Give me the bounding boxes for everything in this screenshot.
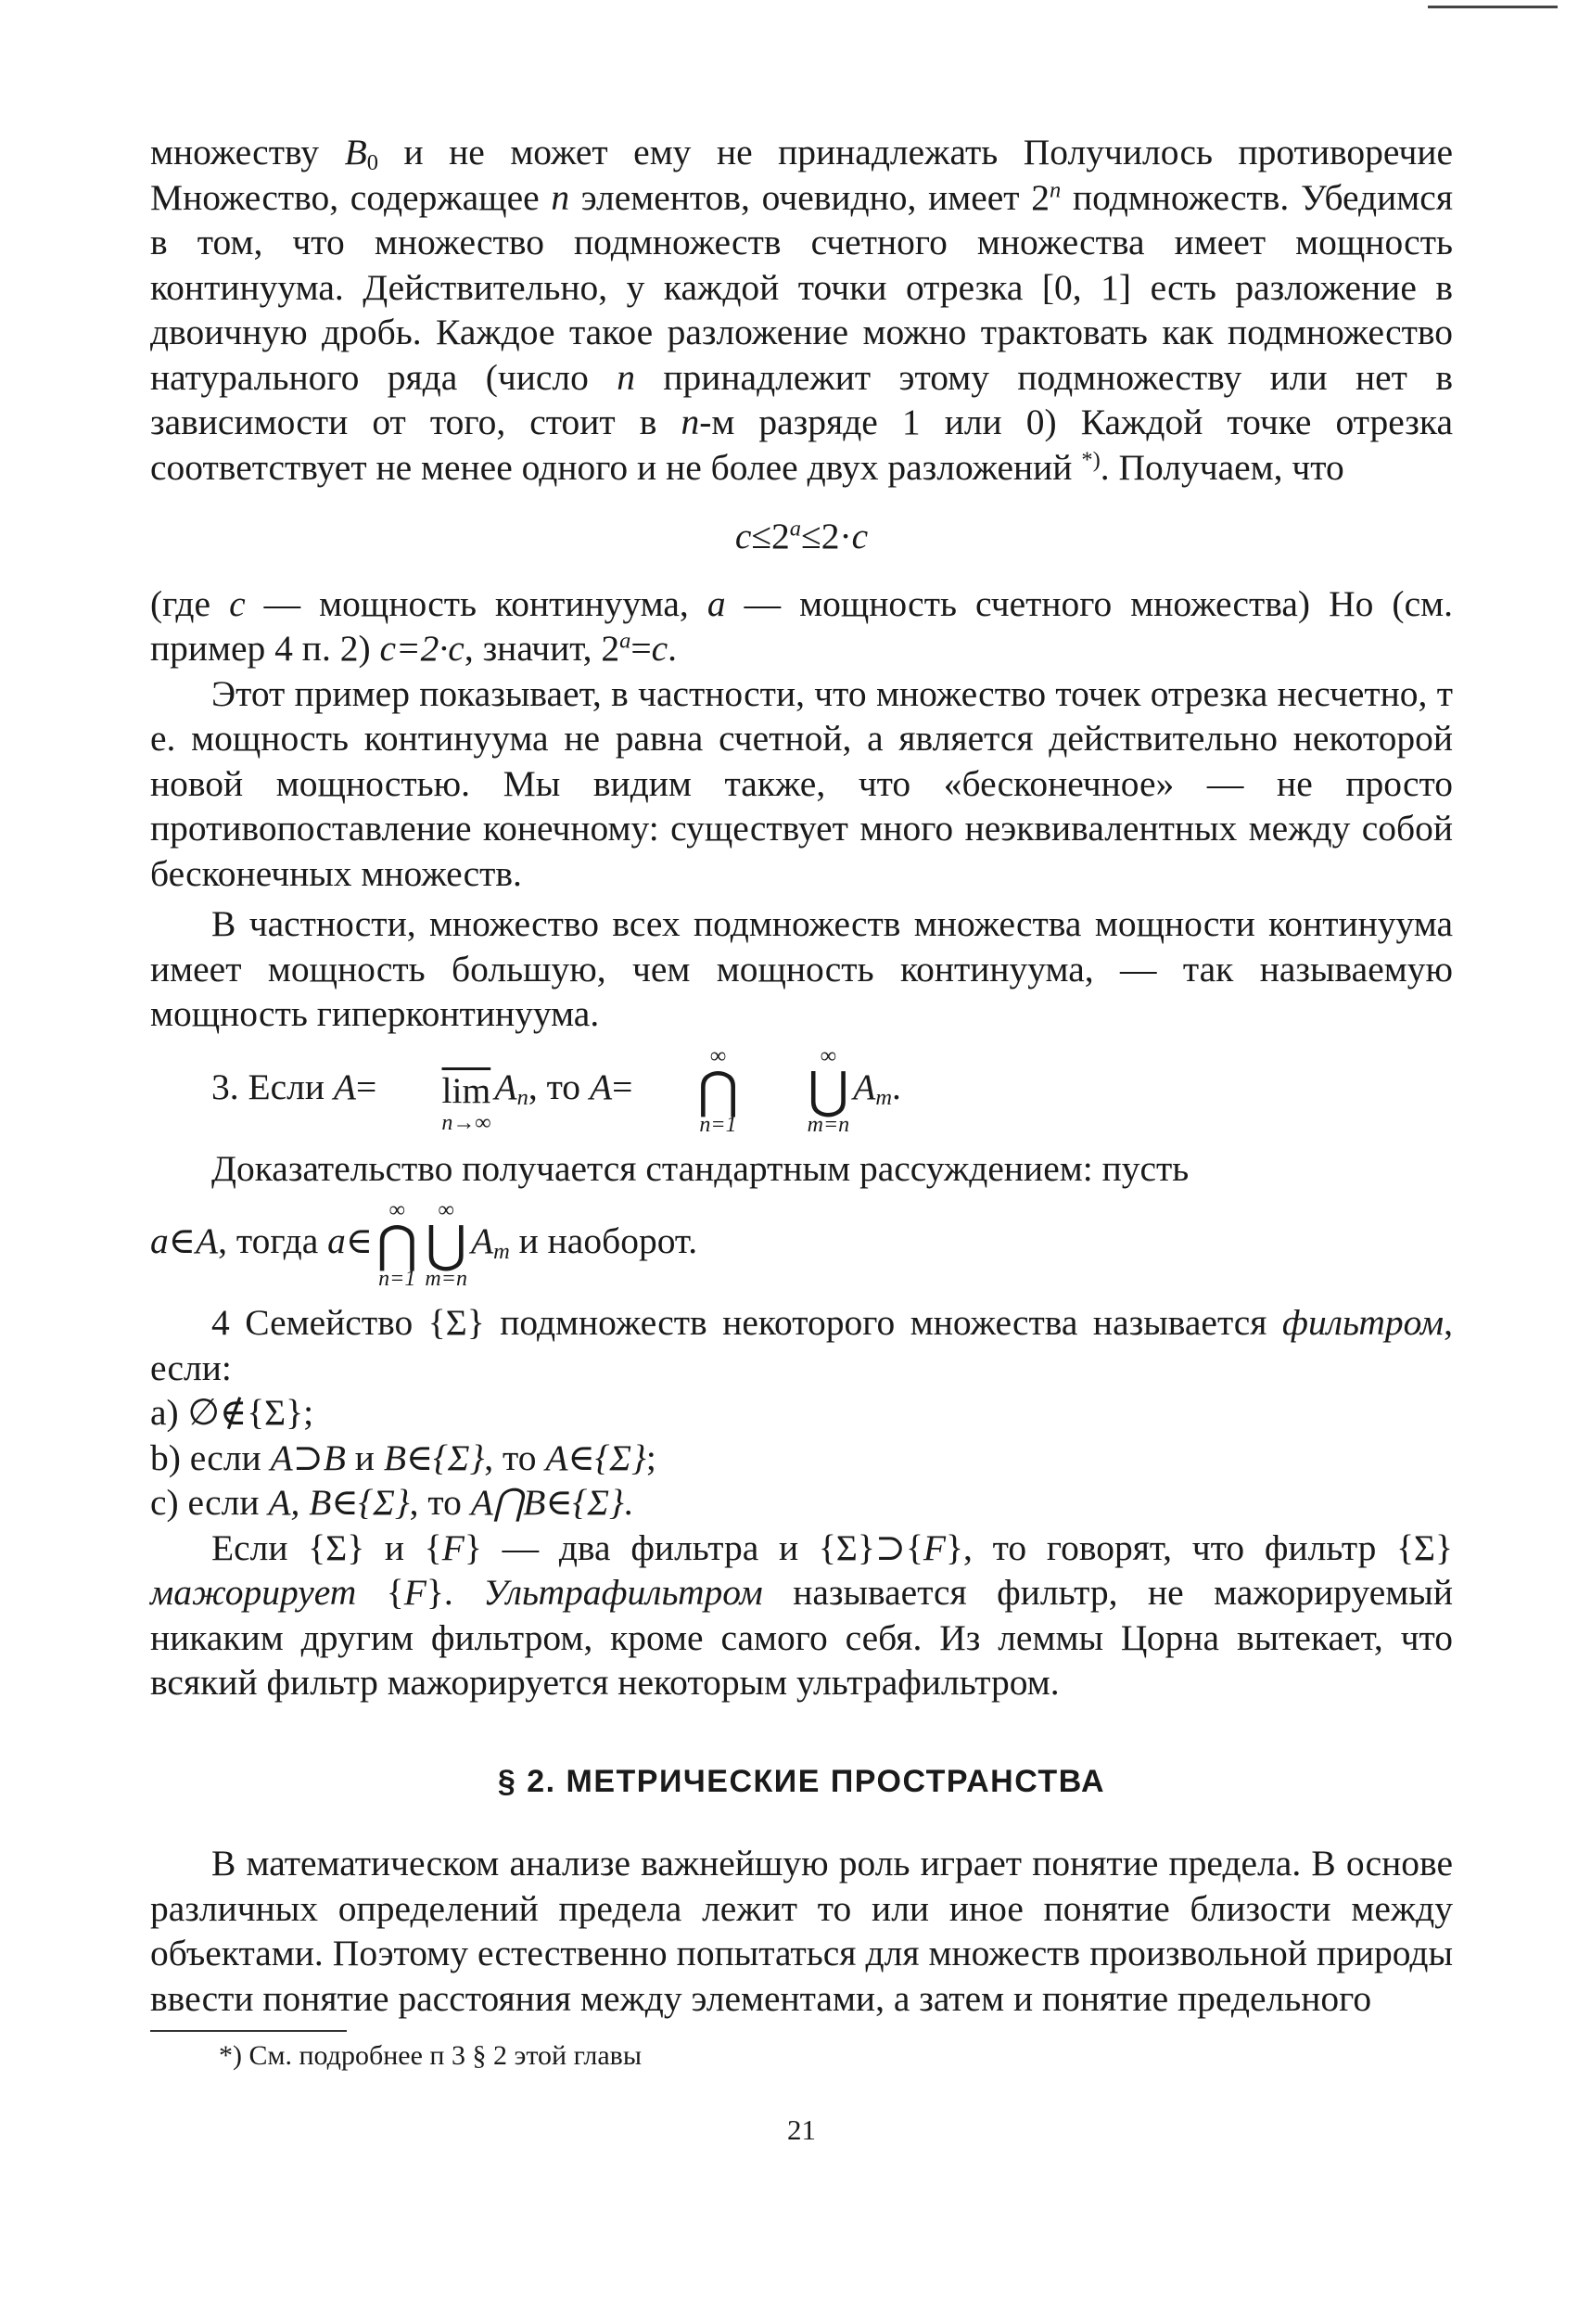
proof-line: Доказательство получается стандартным рассуждением: пусть [211,1147,1190,1189]
filter-condition-b: b) если A⊃B и B∈{Σ}, то A∈{Σ}; [150,1437,656,1478]
section-heading: § 2. МЕТРИЧЕСКИЕ ПРОСТРАНСТВА [497,1763,1106,1799]
filter-condition-c: c) если A, B∈{Σ}, то A⋂B∈{Σ}. [150,1482,633,1523]
page-body [150,130,1453,2153]
formula-cardinality-inequality: $c\le 2^a\le 2\cdot c$ [734,516,869,556]
paragraph-1: множеству $B_0$ и не может ему не принадлежать Получилось противоречие Множество, содержащее n элементов, очевидно, имеет 2$^n$ подмножеств. Убедимся в том, что множество подмножеств счетного множества имеет мощность континуума. Действительно, у каждой точки отрезка [0, 1] есть разложение в двоичную дробь. Каждое такое разложение можно трактовать как подмножество натурального ряда (число n принадлежит этому подмножеству или нет в зависимости от того, стоит в n-м разряде 1 или 0) Каждой точке отрезка соответствует не менее одного и не более двух разложений *). Получаем, что [150,132,1453,488]
page-number: 21 [787,2113,816,2146]
union-operator-2: ∞ ⋃ m=n [425,1198,467,1291]
item-4-definition: 4 Семейство {Σ} подмножеств некоторого множества называется фильтром, если: [150,1302,1453,1388]
intersection-operator-2: ∞ ⋂ n=1 [376,1198,418,1291]
upper-limit-operator: $\overline{lim}$ n→∞ [441,1069,491,1135]
footnote: *) См. подробнее п 3 § 2 этой главы [219,2040,642,2071]
paragraph-2: (где c — мощность континуума, a — мощность счетного множества) Но (см. пример 4 п. 2) c=2·c, значит, $2^a=c$. [150,582,1453,669]
paragraph-5: Если {Σ} и {F} — два фильтра и {Σ}⊃{F}, то говорят, что фильтр {Σ} мажорирует {F}. Ультрафильтром называется фильтр, не мажорируемый никаким другим фильтром, кроме самого себя. Из леммы Цорна вытекает, что всякий фильтр мажорируется некоторым ультрафильтром. [150,1526,1453,1703]
filter-condition-a: a) ∅∉{Σ}; [150,1392,314,1433]
proof-formula: a∈A, тогда a∈ ∞ ⋂ n=1 ∞ ⋃ m=n $A_m$ и наоборот. [150,1198,698,1291]
top-rule [1428,6,1558,8]
paragraph-4: В частности, множество всех подмножеств множества мощности континуума имеет мощность большую, чем мощность континуума, — так называемую мощность гиперконтинуума. [150,903,1453,1034]
item-3-formula: 3. Если A= $\overline{lim}$ n→∞ $A_n$, то A= ∞ ⋂ n=1 ∞ ⋃ m=n $A_m$. [211,1043,901,1137]
paragraph-6: В математическом анализе важнейшую роль играет понятие предела. В основе различных определений предела лежит то или иное понятие близости между объектами. Поэтому естественно попытаться для множеств произвольной природы ввести понятие расстояния между элементами, а затем и понятие предельного [150,1843,1453,2019]
footnote-rule [150,2030,347,2032]
paragraph-3: Этот пример показывает, в частности, что множество точек отрезка несчетно, т е. мощность континуума не равна счетной, а является действительно некоторой новой мощностью. Мы видим также, что «бесконечное» — не просто противопоставление конечному: существует много неэквивалентных между собой бесконечных множеств. [150,672,1453,894]
union-operator: ∞ ⋃ m=n [807,1043,850,1137]
footnote-marker: *) [1081,447,1101,473]
intersection-operator: ∞ ⋂ n=1 [697,1043,739,1137]
